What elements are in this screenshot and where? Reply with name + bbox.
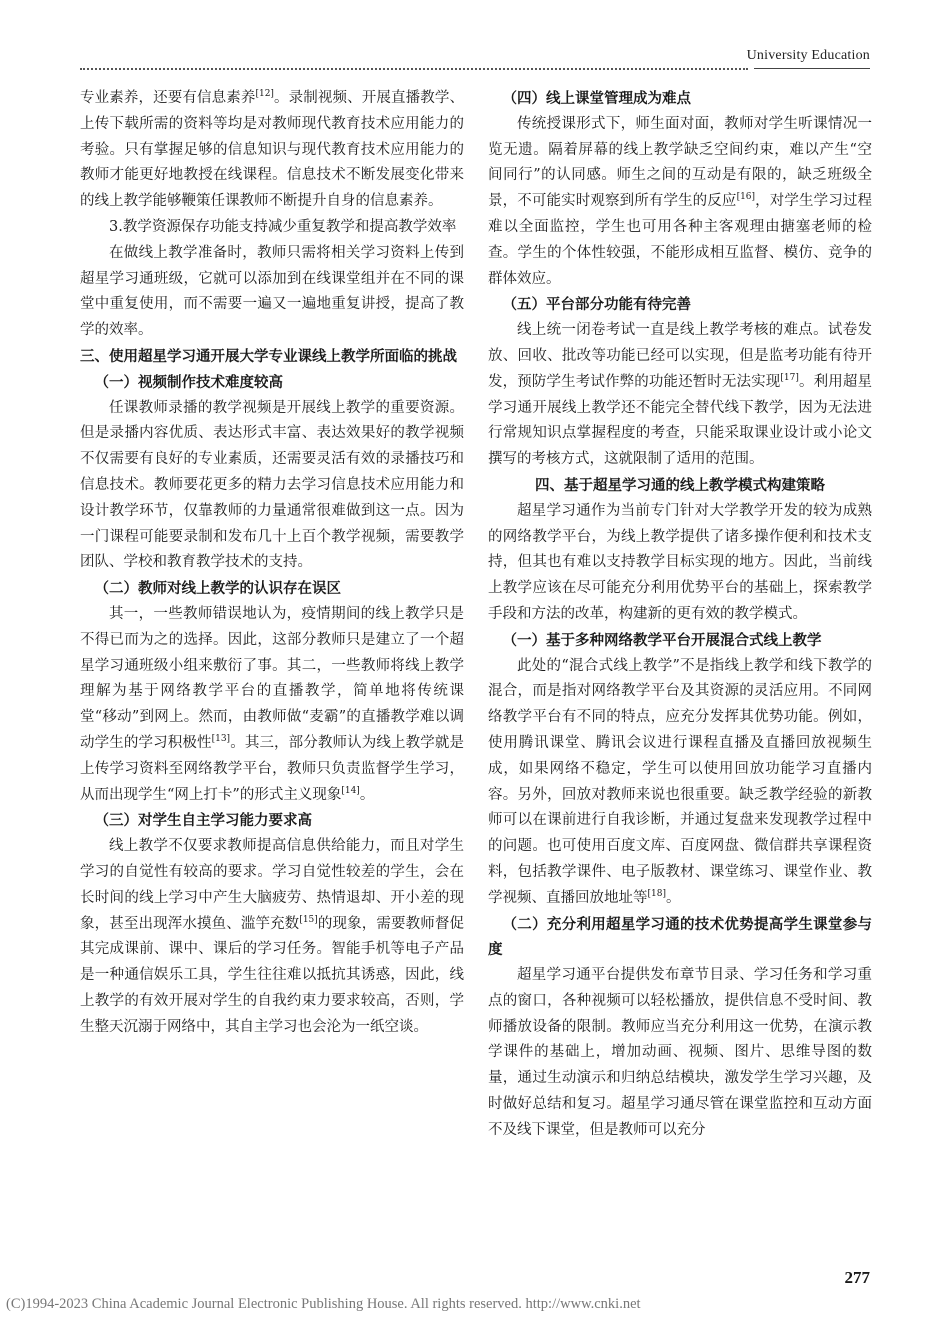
section-heading: 三、使用超星学习通开展大学专业课线上教学所面临的挑战 xyxy=(80,347,457,365)
paragraph-text: 此处的“混合式线上教学”不是指线上教学和线下教学的混合，而是指对网络教学平台及其资源的灵活应用。不同网络教学平台有不同的特点，应充分发挥其优势功能。例如，使用腾讯课堂、腾讯会议进行课程直播及直播回放视频生成，如果网络不稳定，学生可以使用回放功能学习直播内容。另外，回放对教师来说也很重要。缺乏教学经验的新教师可以在课前进行自我诊断，并通过复盘来发现教学过程中的问题。也可使用百度文库、百度网盘、微信群共享课程资料，包括教学课件、电子版教材、课堂练习、课堂作业、教学视频、直播回放地址等 xyxy=(488,657,872,906)
citation-ref: [16] xyxy=(736,192,756,203)
section-heading: 四、基于超星学习通的线上教学模式构建策略 xyxy=(535,476,825,494)
paragraph-text: 在做线上教学准备时，教师只需将相关学习资料上传到超星学习通班级，它就可以添加到在线课堂组并在不同的课堂中重复使用，而不需要一遍又一遍地重复讲授，提高了教学的效率。 xyxy=(80,244,464,339)
paragraph xyxy=(80,396,464,577)
paragraph-text: 专业素养，还要有信息素养 xyxy=(80,90,256,106)
page-number: 277 xyxy=(844,1268,870,1287)
subsection-heading: （二）充分利用超星学习通的技术优势提高学生课堂参与度 xyxy=(488,915,872,959)
paragraph xyxy=(488,499,872,628)
paragraph-text: 超星学习通作为当前专门针对大学教学开发的较为成熟的网络教学平台，为线上教学提供了诸多操作便利和技术支持，但其也有难以支持教学目标实现的地方。因此，当前线上教学应该在尽可能充分利用优势平台的基础上，探索教学手段和方法的改革，构建新的更有效的教学模式。 xyxy=(488,502,872,622)
citation-ref: [15] xyxy=(299,914,318,925)
paragraph xyxy=(488,112,872,293)
paragraph xyxy=(488,654,872,912)
subsection-heading: （二）教师对线上教学的认识存在误区 xyxy=(94,580,341,598)
paragraph xyxy=(488,318,872,473)
citation-ref: [12] xyxy=(255,89,274,100)
subsection-heading: （四）线上课堂管理成为难点 xyxy=(502,90,691,107)
paragraph-text: 线上统一闭卷考试一直是线上教学考核的难点。试卷发放、回收、批改等功能已经可以实现，但是监考功能有待开发，预防学生考试作弊的功能还暂时无法实现 xyxy=(488,322,872,390)
paragraph-text: 超星学习通平台提供发布章节目录、学习任务和学习重点的窗口，各种视频可以轻松播放，提供信息不受时间、教师播放设备的限制。教师应当充分利用这一优势，在演示教学课件的基础上，增加动画、视频、图片、思维导图的数量，通过生动演示和归纳总结模块，激发学生学习兴趣，及时做好总结和复习。超星学习通尽管在课堂监控和互动方面不及线下课堂，但是教师可以充分 xyxy=(488,967,872,1138)
paragraph-text: 传统授课形式下，师生面对面，教师对学生听课情况一览无遗。隔着屏幕的线上教学缺乏空间约束，难以产生“空间同行”的认同感。师生之间的互动是有限的，缺乏班级全景，不可能实时观察到所有学生的反应 xyxy=(488,115,872,210)
right-column xyxy=(488,86,872,1144)
subsection-heading: （五）平台部分功能有待完善 xyxy=(502,296,691,314)
paragraph-text: ，对学生学习过程难以全面监控，学生也可用各种主客观理由搪塞老师的检查。学生的个体性较强，不能形成相互监督、模仿、竞争的群体效应。 xyxy=(488,193,873,287)
subsection-heading: （一）基于多种网络教学平台开展混合式线上教学 xyxy=(502,631,822,649)
paragraph xyxy=(80,834,464,1040)
paragraph xyxy=(80,602,464,808)
subsection-heading: （三）对学生自主学习能力要求高 xyxy=(94,812,312,830)
paragraph-text: 线上教学不仅要求教师提高信息供给能力，而且对学生学习的自觉性有较高的要求。学习自觉性较差的学生，会在长时间的线上学习中产生大脑疲劳、热情退却、开小差的现象，甚至出现浑水摸鱼、滥竽充数 xyxy=(80,838,464,932)
paragraph-text: 。录制视频、开展直播教学、上传下载所需的资料等均是对教师现代教育技术应用能力的考验。只有掌握足够的信息知识与现代教育技术应用能力的教师才能更好地教授在线课程。信息技术不断发展变化带来的线上教学能够鞭策任课教师不断提升自身的信息素养。 xyxy=(80,90,465,210)
paragraph-text: 其一，一些教师错误地认为，疫情期间的线上教学只是不得已而为之的选择。因此，这部分教师只是建立了一个超星学习通班级小组来敷衍了事。其二，一些教师将线上教学理解为基于网络教学平台的直播教学，简单地将传统课堂“移动”到网上。然而，由教师做“麦霸”的直播教学难以调动学生的学习积极性 xyxy=(80,605,464,751)
journal-name: University Education xyxy=(746,48,870,63)
citation-ref: [18] xyxy=(647,888,666,899)
left-column xyxy=(80,86,464,1040)
paragraph-text: 的现象，需要教师督促其完成课前、课中、课后的学习任务。智能手机等电子产品是一种通信娱乐工具，学生往往难以抵抗其诱惑，因此，线上教学的有效开展对学生的自我约束力要求较高，否则，学生整天沉溺于网络中，其自主学习也会沦为一纸空谈。 xyxy=(80,915,465,1035)
subsection-heading: （一）视频制作技术难度较高 xyxy=(94,373,283,391)
paragraph xyxy=(80,241,464,344)
citation-ref: [17] xyxy=(780,372,799,383)
citation-ref: [13] xyxy=(211,734,231,745)
paragraph xyxy=(488,963,872,1144)
paragraph-text: 。其三，部分教师认为线上教学就是上传学习资料至网络教学平台，教师只负责监督学生学习，从而出现学生“网上打卡”的形式主义现象 xyxy=(80,734,465,803)
copyright-line: (C)1994-2023 China Academic Journal Electronic Publishing House. All rights reserved. http://www.cnki.net xyxy=(6,1296,641,1312)
paragraph-text: 任课教师录播的教学视频是开展线上教学的重要资源。但是录播内容优质、表达形式丰富、表达效果好的教学视频不仅需要有良好的专业素质，还需要灵活有效的录播技巧和信息技术。教师要花更多的精力去学习信息技术应用能力和设计教学环节，仅靠教师的力量通常很难做到这一点。因为一门课程可能要录制和发布几十上百个教学视频，需要教学团队、学校和教育教学技术的支持。 xyxy=(80,399,464,571)
citation-ref: [14] xyxy=(341,785,360,796)
header-solid-rule xyxy=(754,68,870,69)
paragraph xyxy=(80,86,464,215)
numbered-heading: 3.教学资源保存功能支持减少重复教学和提高教学效率 xyxy=(109,218,457,235)
paragraph-text: 。利用超星学习通开展线上教学还不能完全替代线下教学，因为无法进行常规知识点掌握程度的考查，只能采取课业设计或小论文撰写的考核方式，这就限制了适用的范围。 xyxy=(488,373,873,468)
paragraph-text: 。 xyxy=(665,889,681,906)
running-head xyxy=(80,44,870,70)
header-dotted-rule xyxy=(80,68,748,70)
paragraph-text: 。 xyxy=(359,786,375,803)
